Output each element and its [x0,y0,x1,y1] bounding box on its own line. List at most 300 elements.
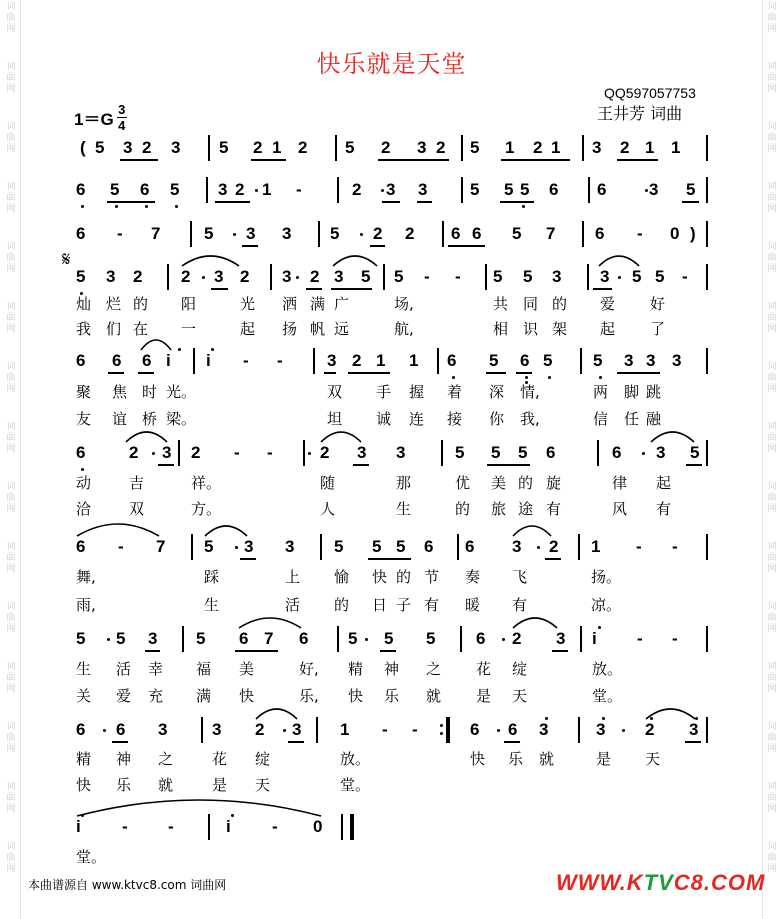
bar-line [437,348,439,374]
right-watermark-strip [761,0,783,919]
beam-underline [448,245,485,247]
lyric-syllable: 是 [212,776,228,794]
lyric-syllable: 吉 [129,474,145,492]
octave-dot-below [145,205,148,208]
note: 6 [142,351,152,370]
lyric-syllable: 旋 [546,474,562,492]
note: i [76,817,81,836]
note: 6 [140,180,150,199]
site-logo [556,870,765,896]
beam-underline [617,372,660,374]
slur [125,431,168,443]
lyric-syllable: 扬 [282,320,298,338]
lyric-syllable: 同 [523,295,539,313]
bar-line [461,177,463,203]
lyric-syllable: 风 [612,500,628,518]
augmentation-dot [502,638,505,641]
lyric-syllable: 日 [372,596,388,614]
lyric-syllable: 起 [656,474,672,492]
slur [598,255,640,267]
slur [181,255,240,267]
note: 1 [409,351,419,370]
source-note: 本曲谱源自 www.ktvc8.com 词曲网 [28,878,227,892]
note: 3 [418,180,428,199]
note: 1 [551,138,561,157]
lyric-syllable: 相 [493,320,509,338]
lyric-syllable: 的 [518,474,534,492]
note: 2 [191,443,201,462]
lyric-syllable: 手 [376,383,392,401]
beam-underline [138,372,154,374]
note: - [168,817,174,836]
note: 5 [110,180,120,199]
note: 5 [204,537,214,556]
lyric-syllable: 有 [512,596,528,614]
note: 5 [330,224,340,243]
note: 3 [162,443,172,462]
lyric-syllable: 是 [596,750,612,768]
note: 5 [170,180,180,199]
lyric-syllable: 天 [645,750,661,768]
note: 3 [656,443,666,462]
note: 3 [646,351,656,370]
note: 3 [417,138,427,157]
lyric-syllable: 脚 [624,383,640,401]
lyric-syllable: 好 [650,295,666,313]
watermark-text: 词 曲 网 [767,242,777,274]
lyric-syllable: 祥。 [191,474,222,492]
note: - [296,180,302,199]
augmentation-dot [202,276,205,279]
note: 3 [334,267,344,286]
lyric-syllable: 焦 [112,383,128,401]
lyric-syllable: 有 [424,596,440,614]
repeat-dot [440,724,443,727]
octave-dot-below [81,205,84,208]
note: 5 [95,138,105,157]
augmentation-dot [365,638,368,641]
lyric-syllable: 乐 [384,687,400,705]
lyric-syllable: 光 [240,295,256,313]
note: 7 [264,629,274,648]
lyric-syllable: 双 [327,383,343,401]
lyric-syllable: 跳 [646,383,662,401]
note: 5 [372,537,382,556]
watermark-text: 词 曲 网 [6,2,16,34]
lyric-syllable: 美 [491,474,507,492]
beam-underline [686,464,702,466]
watermark-text: 词 曲 网 [767,362,777,394]
slur [320,431,362,443]
time-top: 3 [118,102,126,117]
lyric-syllable: 绽 [255,750,271,768]
note: 2 [373,224,383,243]
note: 3 [672,351,682,370]
bar-line [588,177,590,203]
note: - [122,817,128,836]
lyric-syllable: 的 [133,295,149,313]
lyric-syllable: 满 [196,687,212,705]
note: 3 [214,267,224,286]
watermark-text: 词 曲 网 [6,122,16,154]
note: 3 [396,443,406,462]
beam-underline [382,201,400,203]
bar-line [320,534,322,560]
note: 5 [204,224,214,243]
note: 1 [262,180,272,199]
beam-underline [107,201,155,203]
lyric-syllable: 着 [447,383,463,401]
bar-line [341,814,343,840]
bar-line [457,534,459,560]
note: 5 [493,267,503,286]
slur [645,708,696,720]
lyric-syllable: 凉。 [591,596,622,614]
lyric-syllable: 桥 [142,410,158,428]
note: 6 [76,720,86,739]
note: 5 [489,351,499,370]
beam-underline [593,288,612,290]
lyric-syllable: 连 [409,410,425,428]
lyric-syllable: 活 [116,660,132,678]
note: 2 [240,267,250,286]
note: 6 [546,443,556,462]
note: 5 [520,180,530,199]
lyric-syllable: 绽 [512,660,528,678]
lyric-syllable: 你 [489,410,505,428]
augmentation-dot [360,233,363,236]
lyric-syllable: 动 [76,474,92,492]
watermark-text: 词 曲 网 [6,422,16,454]
note: 6 [520,351,530,370]
note: 6 [476,629,486,648]
lyric-syllable: 乐 [508,750,524,768]
note: 5 [426,629,436,648]
note: - [234,443,240,462]
augmentation-dot [381,189,384,192]
note: 7 [156,537,166,556]
bar-line [191,534,193,560]
lyric-syllable: 天 [255,776,271,794]
beam-underline [417,201,432,203]
lyric-syllable: 愉 [334,568,350,586]
beam-underline [617,159,658,161]
bar-line [582,221,584,247]
beam-underline [500,201,534,203]
bar-line [193,348,195,374]
note: 3 [556,629,566,648]
note: 3 [552,267,562,286]
watermark-text: 词 曲 网 [6,302,16,334]
bar-line [706,717,708,743]
note: 5 [361,267,371,286]
note: 2 [620,138,630,157]
bar-line [706,264,708,290]
beam-underline [685,741,701,743]
lyric-syllable: 堂。 [340,776,371,794]
lyric-syllable: 坦 [327,410,343,428]
lyric-syllable: 途 [518,500,534,518]
lyric-syllable: 活 [285,596,301,614]
note: 2 [549,537,559,556]
slur [255,708,298,720]
beam-underline [504,741,520,743]
repeat-dot [440,732,443,735]
watermark-text: 词 曲 网 [767,602,777,634]
lyric-syllable: 融 [646,410,662,428]
bar-line [706,221,708,247]
lyric-syllable: 满 [310,295,326,313]
lyric-syllable: 之 [158,750,174,768]
octave-dot-below [115,205,118,208]
lyric-syllable: 时 [142,383,158,401]
note: ( [80,138,86,157]
lyric-syllable: 阳 [181,295,197,313]
beam-underline [368,558,411,560]
slur [238,617,302,629]
lyric-syllable: 友 [76,410,92,428]
lyric-syllable: 律 [612,474,628,492]
augmentation-dot [235,546,238,549]
bar-line [201,717,203,743]
lyric-syllable: 雨, [76,596,96,614]
note: 6 [508,720,518,739]
lyric-syllable: 快 [348,687,364,705]
watermark-text: 词 曲 网 [767,422,777,454]
lyric-syllable: 有 [656,500,672,518]
note: 6 [470,720,480,739]
lyric-syllable: 就 [539,750,555,768]
lyric-syllable: 乐, [299,687,319,705]
octave-dot-below [548,376,551,379]
lyric-syllable: 福 [196,660,212,678]
lyric-syllable: 谊 [112,410,128,428]
beam-underline [486,372,506,374]
bar-line [270,264,272,290]
note: 5 [512,224,522,243]
note: 3 [596,720,606,739]
watermark-text: 词 曲 网 [6,362,16,394]
lyric-syllable: 优 [455,474,471,492]
lyric-syllable: 神 [384,660,400,678]
bar-line [206,177,208,203]
logo-part-tv: TV [643,870,674,895]
note: - [117,224,123,243]
bar-line [485,264,487,290]
key-prefix: 1＝G [74,110,114,129]
note: 3 [282,224,292,243]
bar-line [337,177,339,203]
note: 3 [218,180,228,199]
note: 2 [253,138,263,157]
watermark-text: 词 曲 网 [767,122,777,154]
lyric-syllable: 识 [523,320,539,338]
note: 5 [196,629,206,648]
lyric-syllable: 握 [409,383,425,401]
beam-underline [348,372,390,374]
lyric-syllable: 精 [76,750,92,768]
bar-line-heavy [350,814,354,840]
watermark-text: 词 曲 网 [767,482,777,514]
note: 6 [424,537,434,556]
watermark-text: 词 曲 网 [6,62,16,94]
lyric-syllable: 起 [600,320,616,338]
beam-underline [288,741,304,743]
beam-underline [552,650,568,652]
note: 3 [171,138,181,157]
lyric-syllable: 深 [489,383,505,401]
augmentation-dot [296,276,299,279]
bar-line [313,348,315,374]
note: 5 [348,629,358,648]
lyric-syllable: 快 [372,568,388,586]
note: 1 [645,138,655,157]
note: 6 [595,224,605,243]
note: 3 [246,224,256,243]
note: 5 [455,443,465,462]
note: 5 [491,443,501,462]
beam-underline [380,650,396,652]
note: 3 [282,267,292,286]
lyric-syllable: 堂。 [592,687,623,705]
note: 5 [334,537,344,556]
lyric-syllable: 两 [593,383,609,401]
beam-underline [306,288,322,290]
bar-line [441,440,443,466]
beam-underline [545,558,561,560]
note: 3 [600,267,610,286]
note: 5 [593,351,603,370]
lyric-syllable: 共 [493,295,509,313]
note: 3 [292,720,302,739]
octave-dot-below [522,205,525,208]
note: - [412,720,418,739]
lyric-syllable: 梁。 [166,410,197,428]
note: 2 [436,138,446,157]
lyric-syllable: 放。 [592,660,623,678]
note: 5 [686,180,696,199]
note: - [424,267,430,286]
note: 3 [386,180,396,199]
note: 6 [299,629,309,648]
note: 2 [235,180,245,199]
augmentation-dot [618,276,621,279]
lyric-syllable: 放。 [340,750,371,768]
slur [76,523,160,537]
lyric-syllable: 就 [426,687,442,705]
lyric-syllable: 生 [76,660,92,678]
lyric-syllable: 好, [299,660,319,678]
note: 6 [612,443,622,462]
watermark-text: 词 曲 网 [6,242,16,274]
lyric-syllable: 任 [624,410,640,428]
note: 0 [313,817,323,836]
lyric-syllable: 的 [334,596,350,614]
lyric-syllable: 一 [181,320,197,338]
note: 5 [632,267,642,286]
bar-line [587,264,589,290]
bar-line [178,440,180,466]
note: 2 [181,267,191,286]
bar-line [190,221,192,247]
watermark-text: 词 曲 网 [767,722,777,754]
note: - [672,537,678,556]
note: 2 [533,138,543,157]
lyric-syllable: 有 [546,500,562,518]
lyric-syllable: 踩 [204,568,220,586]
lyric-syllable: 方。 [191,500,222,518]
note: 6 [112,351,122,370]
octave-dot-above [602,717,605,720]
lyric-syllable: 充 [148,687,164,705]
bar-line [337,626,339,652]
lyric-syllable: 节 [424,568,440,586]
lyric-syllable: 烂 [106,295,122,313]
slur [332,255,378,267]
lyric-syllable: 舞, [76,568,96,586]
beam-underline [487,464,530,466]
lyric-syllable: 灿 [76,295,92,313]
note: 3 [148,629,158,648]
bar-line [316,717,318,743]
watermark-text: 词 曲 网 [767,62,777,94]
watermark-text: 词 曲 网 [767,782,777,814]
note: - [118,537,124,556]
note: 1 [376,351,386,370]
beam-underline [682,201,699,203]
watermark-text: 词 曲 网 [6,722,16,754]
bar-line [706,348,708,374]
bar-line [182,626,184,652]
note: 2 [352,180,362,199]
lyric-syllable: 的 [455,500,471,518]
note: 3 [689,720,699,739]
note: 5 [690,443,700,462]
note: - [277,351,283,370]
note: 2 [381,138,391,157]
slur [512,617,558,629]
bar-line [597,440,599,466]
augmentation-dot [537,546,540,549]
note: 6 [76,443,86,462]
note: 3 [357,443,367,462]
augmentation-dot [308,452,311,455]
note: ) [690,224,696,243]
octave-dot-above [598,626,601,629]
lyric-syllable: 生 [396,500,412,518]
beam-underline [120,159,158,161]
note: - [243,351,249,370]
note: 6 [465,537,475,556]
octave-dot-above [211,348,214,351]
lyric-syllable: 旅 [491,500,507,518]
lyric-syllable: 堂。 [76,848,107,866]
note: 5 [219,138,229,157]
augmentation-dot [622,729,625,732]
note: 5 [470,138,480,157]
lyric-syllable: 快 [239,687,255,705]
lyric-syllable: 信 [593,410,609,428]
lyric-syllable: 生 [204,596,220,614]
note: 5 [470,180,480,199]
note: 2 [255,720,265,739]
note: 2 [142,138,152,157]
note: 5 [543,351,553,370]
lyric-syllable: 双 [129,500,145,518]
augmentation-dot [152,452,155,455]
lyric-syllable: 的 [552,295,568,313]
lyric-syllable: 乐 [116,776,132,794]
